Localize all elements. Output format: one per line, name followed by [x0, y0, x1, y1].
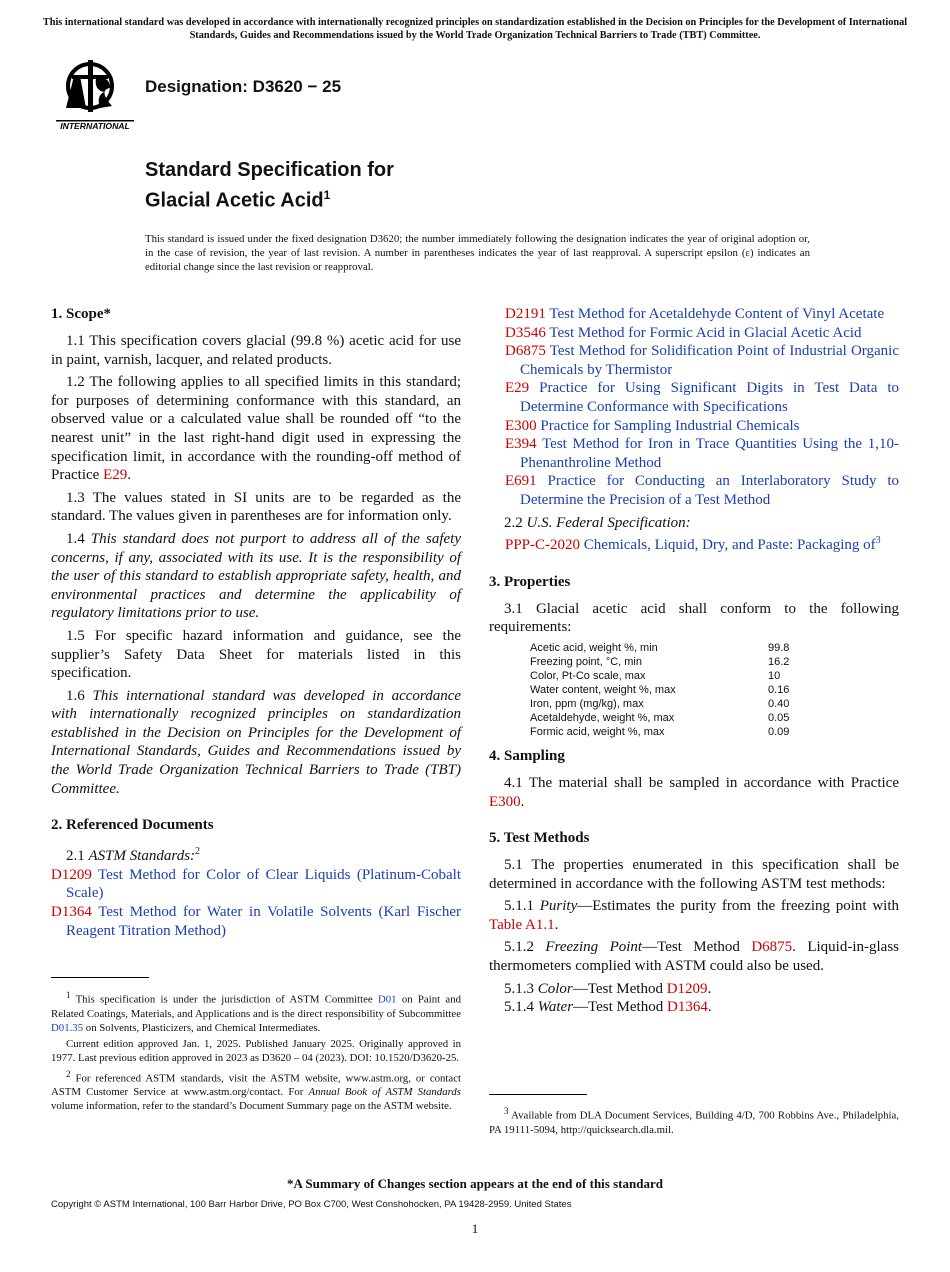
methods-5-1-4-end: . — [707, 999, 712, 1016]
scope-1-4 — [51, 530, 461, 623]
fn1-sup: 1 — [66, 990, 71, 1000]
properties-3-1: 3.1 Glacial acetic acid shall conform to the following requirements: — [489, 600, 899, 636]
table-row — [530, 655, 789, 669]
scope-1-3: 1.3 The values stated in SI units are to be regarded as the standard. The values given in parentheses are for information only. — [51, 489, 461, 525]
fn3-text: Available from DLA Document Services, Building 4/D, 700 Robbins Ave., Philadelphia, PA 19111-5094, http://quicksearch.dla.mil. — [489, 1109, 899, 1136]
ref-title[interactable]: Test Method for Iron in Trace Quantities Using the 1,10-Phenanthroline Method — [520, 436, 899, 471]
table-row — [530, 641, 789, 655]
link-d1209[interactable]: D1209 — [666, 980, 708, 997]
ref-title[interactable]: Test Method for Color of Clear Liquids (Platinum-Cobalt Scale) — [66, 866, 461, 902]
ref-item[interactable] — [51, 866, 461, 903]
methods-5-1-3-text: —Test Method — [572, 980, 667, 997]
footnote-1-edition: Current edition approved Jan. 1, 2025. Published January 2025. Originally approved in 1977. Last previous edition approved in 2023 as D3620 – 04 (2023). DOI: 10.1520/D3620-25. — [51, 1037, 461, 1064]
fn2-italic: Annual Book of ASTM Standards — [308, 1086, 461, 1099]
page-number: 1 — [471, 1221, 479, 1236]
astm-standards-sup[interactable]: 2 — [195, 846, 201, 858]
ref-title[interactable]: Practice for Using Significant Digits in Test Data to Determine Conformance with Specifications — [520, 380, 899, 415]
link-e29[interactable]: E29 — [103, 467, 128, 484]
section-heading-scope: 1. Scope* — [51, 306, 111, 322]
ref-code[interactable]: E29 — [505, 380, 530, 397]
ref-title[interactable]: Practice for Conducting an Interlaboratory Study to Determine the Precision of a Test Method — [520, 473, 899, 508]
section-heading-properties: 3. Properties — [489, 573, 571, 590]
table-cell-value: 99.8 — [768, 641, 790, 654]
section-heading-sampling: 4. Sampling — [489, 747, 565, 764]
methods-5-1-4-term: Water — [537, 999, 574, 1016]
ref-code[interactable]: D3546 — [505, 324, 546, 341]
table-cell-value: 0.16 — [768, 683, 790, 696]
fn1-text-c: on Solvents, Plasticizers, and Chemical Intermediates. — [83, 1021, 321, 1034]
methods-5-1-3-num: 5.1.3 — [504, 980, 538, 997]
ref-code[interactable]: E300 — [505, 417, 537, 434]
link-d01-35[interactable]: D01.35 — [51, 1021, 84, 1034]
ref-title[interactable]: Test Method for Solidification Point of Industrial Organic Chemicals by Thermistor — [520, 343, 899, 378]
ref-title[interactable]: Practice for Sampling Industrial Chemicals — [540, 417, 800, 434]
astm-logo — [52, 52, 136, 132]
federal-spec-num: 2.2 — [504, 514, 527, 531]
ref-item[interactable] — [489, 417, 899, 436]
left-column — [51, 305, 461, 940]
methods-5-1: 5.1 The properties enumerated in this specification shall be determined in accordance with the following ASTM test methods: — [489, 857, 899, 892]
footnote-1 — [51, 988, 461, 1035]
table-cell-value: 0.09 — [768, 725, 790, 738]
methods-5-1-2-text: —Test Method — [642, 939, 752, 956]
intro-paragraph: This standard is issued under the fixed designation D3620; the number immediately following the designation indicates the year of original adoption or, in the case of revision, the year of last revision. A number in parentheses indicates the year of last reapproval. A superscript epsilon (ε) indicates an editorial change since the last revision or reapproval. — [145, 233, 810, 273]
footnote-3 — [489, 1104, 899, 1137]
ref-item[interactable] — [51, 903, 461, 940]
scope-1-6 — [51, 687, 461, 799]
link-d1364[interactable]: D1364 — [666, 999, 708, 1016]
tbt-banner: This international standard was developed in accordance with internationally recognized principles on standardization established in the Decision on Principles for the Development of International Standards, Guides and Recommendations issued by the World Trade Organization Technical Barriers to Trade (TBT) Committee. — [42, 17, 908, 41]
methods-5-1-4 — [489, 998, 899, 1017]
link-table-a1-1[interactable]: Table A1.1 — [489, 916, 555, 933]
scope-1-4-num: 1.4 — [66, 530, 91, 547]
table-cell-value: 0.40 — [768, 697, 790, 710]
footnotes-left — [51, 988, 461, 1115]
designation: Designation: D3620 − 25 — [145, 77, 342, 96]
page-title — [145, 158, 394, 214]
ref-title[interactable]: Test Method for Acetaldehyde Content of Vinyl Acetate — [549, 306, 885, 322]
table-cell-name: Acetic acid, weight %, min — [530, 641, 658, 654]
table-row — [530, 711, 789, 725]
scope-1-2 — [51, 373, 461, 485]
footnote-rule-right — [489, 1094, 587, 1095]
ref-code[interactable]: E394 — [505, 436, 537, 453]
logo-text: INTERNATIONAL — [60, 121, 130, 131]
fn1-text-a: This specification is under the jurisdiction of ASTM Committee — [70, 993, 378, 1006]
right-column — [489, 305, 899, 1021]
sampling-4-1-end: . — [520, 793, 525, 810]
ref-item[interactable] — [489, 342, 899, 379]
fn2-text-b: volume information, refer to the standard’s Document Summary page on the ASTM website. — [51, 1100, 452, 1113]
astm-standards-num: 2.1 — [66, 848, 89, 865]
table-cell-value: 16.2 — [768, 655, 790, 668]
table-cell-value: 10 — [768, 669, 781, 682]
ref-item[interactable] — [489, 472, 899, 509]
table-cell-value: 0.05 — [768, 711, 790, 724]
link-e300[interactable]: E300 — [489, 793, 521, 810]
title-footnote-marker[interactable]: 1 — [323, 188, 331, 202]
scope-1-2-end: . — [127, 467, 131, 484]
section-heading-test-methods: 5. Test Methods — [489, 830, 590, 847]
methods-5-1-4-num: 5.1.4 — [504, 999, 538, 1016]
scope-1-2-text: 1.2 The following applies to all specified limits in this standard; for purposes of determining conformance with this standard, an observed value or a calculated value shall be rounded off “to the nearest unit” in the last right-hand digit used in expressing the specification limit, in accordance with the rounding-off method of Practice — [51, 374, 461, 484]
methods-5-1-2 — [489, 938, 899, 975]
table-cell-name: Iron, ppm (mg/kg), max — [530, 697, 644, 710]
ref-item[interactable] — [489, 324, 899, 343]
footnotes-right — [489, 1104, 899, 1139]
ref-code[interactable]: D1209 — [51, 866, 92, 883]
table-cell-name: Formic acid, weight %, max — [530, 725, 665, 738]
link-d01[interactable]: D01 — [377, 993, 397, 1006]
ref-code[interactable]: D1364 — [51, 904, 92, 921]
title-line-2: Glacial Acetic Acid — [145, 189, 324, 212]
table-cell-name: Color, Pt-Co scale, max — [530, 669, 646, 682]
methods-5-1-3-end: . — [707, 980, 712, 997]
sampling-4-1-text: 4.1 The material shall be sampled in accordance with Practice — [504, 774, 899, 791]
ref-item[interactable] — [489, 305, 899, 324]
methods-5-1-2-num: 5.1.2 — [504, 939, 546, 956]
ref-title[interactable]: Test Method for Formic Acid in Glacial Acetic Acid — [549, 324, 862, 341]
summary-of-changes-note: *A Summary of Changes section appears at the end of this standard — [287, 1176, 663, 1191]
astm-logo-icon — [52, 52, 136, 132]
footnote-2 — [51, 1067, 461, 1114]
astm-standards-text: ASTM Standards: — [88, 848, 196, 865]
federal-spec-label — [489, 514, 899, 533]
methods-5-1-2-end: . Liquid-in-glass thermometers complied with ASTM could also be used. — [489, 939, 899, 975]
fn2-sup: 2 — [66, 1068, 71, 1079]
table-cell-name: Water content, weight %, max — [530, 683, 676, 696]
methods-5-1-4-text: —Test Method — [573, 999, 667, 1016]
ref-item[interactable] — [489, 532, 899, 555]
ref-title[interactable]: Chemicals, Liquid, Dry, and Paste: Packaging of — [583, 537, 876, 554]
methods-5-1-3-term: Color — [537, 980, 573, 997]
table-row — [530, 697, 789, 711]
section-heading-referenced: 2. Referenced Documents — [51, 817, 214, 834]
table-cell-name: Freezing point, °C, min — [530, 655, 642, 668]
table-row — [530, 725, 789, 739]
fn1-text-b: on Paint and Related Coatings, Materials, and Applications and is the direct responsibility of Subcommittee — [51, 993, 461, 1020]
title-line-1: Standard Specification for — [145, 159, 394, 181]
ref-code[interactable]: D2191 — [505, 306, 546, 322]
ref-title[interactable]: Test Method for Water in Volatile Solvents (Karl Fischer Reagent Titration Method) — [66, 904, 461, 939]
ref-item[interactable] — [489, 379, 899, 416]
methods-5-1-2-term: Freezing Point — [545, 939, 643, 956]
fn3-sup: 3 — [504, 1106, 509, 1116]
table-cell-name: Acetaldehyde, weight %, max — [530, 711, 675, 724]
ref-code[interactable]: PPP-C-2020 — [505, 537, 581, 554]
ref-footnote-marker[interactable]: 3 — [875, 535, 881, 547]
methods-5-1-3 — [489, 980, 899, 999]
scope-1-1: 1.1 This specification covers glacial (99.8 %) acetic acid for use in paint, varnish, lacquer, and related products. — [51, 333, 461, 368]
properties-table — [530, 641, 789, 739]
fn2-text-a: For referenced ASTM standards, visit the ASTM website, www.astm.org, or contact ASTM Customer Service at www.astm.org/contact. For — [51, 1072, 461, 1099]
federal-spec-text: U.S. Federal Specification: — [526, 514, 691, 531]
sampling-4-1 — [489, 774, 899, 811]
methods-5-1-1-text: —Estimates the purity from the freezing point with — [577, 898, 899, 915]
scope-1-6-text: This international standard was developed in accordance with internationally recognized principles on standardization established in the Decision on Principles for the Development of International Standards, Guides and Recommendations issued by the World Trade Organization Technical Barriers to Trade (TBT) Committee. — [51, 687, 462, 797]
table-row — [530, 669, 789, 683]
scope-1-5: 1.5 For specific hazard information and guidance, see the supplier’s Safety Data Sheet for materials listed in this specification. — [51, 627, 461, 682]
copyright: Copyright © ASTM International, 100 Barr Harbor Drive, PO Box C700, West Conshohocken, PA 19428-2959. United States — [51, 1199, 572, 1210]
ref-code[interactable]: E691 — [505, 473, 537, 490]
link-d6875[interactable]: D6875 — [751, 939, 793, 956]
methods-5-1-1-term: Purity — [539, 898, 578, 915]
footnote-rule-left — [51, 977, 149, 978]
methods-5-1-1-end: . — [554, 916, 559, 933]
ref-code[interactable]: D6875 — [505, 343, 546, 360]
methods-5-1-1-num: 5.1.1 — [504, 898, 540, 915]
ref-item[interactable] — [489, 435, 899, 472]
astm-standards-label — [51, 843, 461, 866]
scope-1-4-text: This standard does not purport to address all of the safety concerns, if any, associated with its use. It is the responsibility of the user of this standard to establish appropriate safety, health, and environmental practices and determine the applicability of regulatory limitations prior to use. — [51, 530, 461, 622]
table-row — [530, 683, 789, 697]
scope-1-6-num: 1.6 — [66, 687, 93, 704]
methods-5-1-1 — [489, 897, 899, 934]
